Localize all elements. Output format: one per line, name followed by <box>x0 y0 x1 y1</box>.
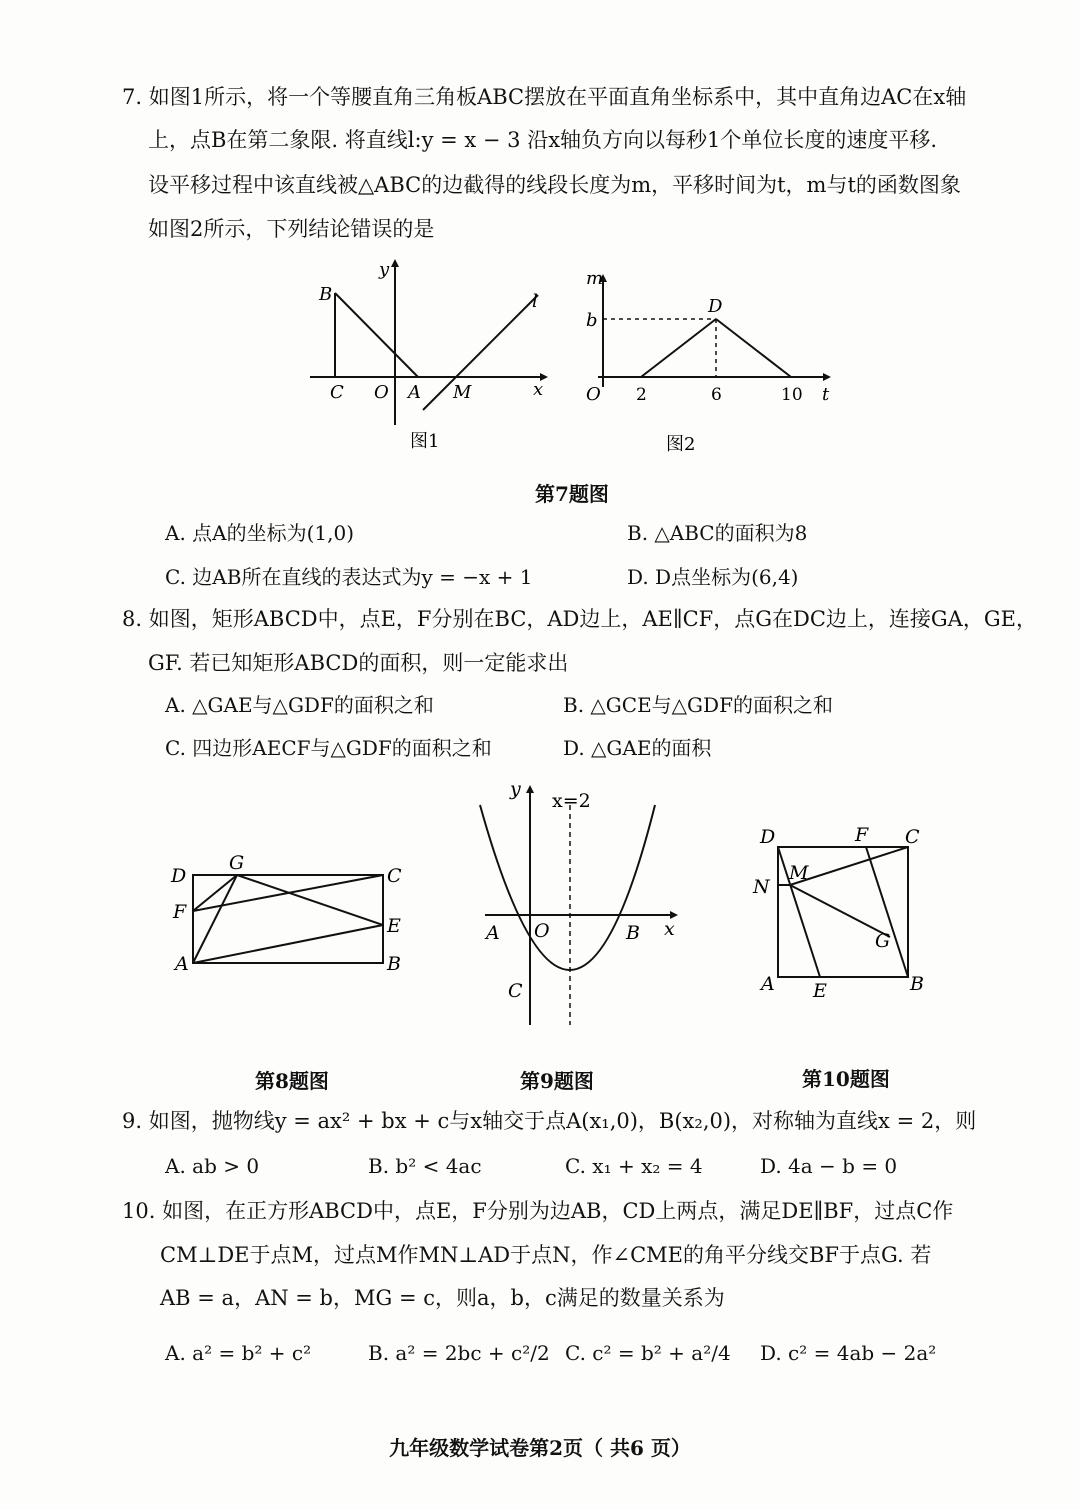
q7-option-c: C. 边AB所在直线的表达式为y = −x + 1 <box>165 565 533 589</box>
q7-line-2: 上，点B在第二象限. 将直线l:y = x − 3 沿x轴负方向以每秒1个单位长度的速度平移. <box>148 128 938 152</box>
q7-figure-caption: 第7题图 <box>535 482 609 506</box>
fig10-label-b: B <box>910 973 924 995</box>
fig8-label-c: C <box>387 865 402 887</box>
fig1-label-b: B <box>319 284 333 305</box>
fig10-segment-bf <box>866 847 908 977</box>
fig1-side-ab <box>335 293 418 377</box>
q7-option-b: B. △ABC的面积为8 <box>627 521 808 545</box>
q10-option-d: D. c² = 4ab − 2a² <box>760 1341 937 1365</box>
q9-figure <box>470 775 690 1030</box>
fig2-rise <box>641 319 716 377</box>
q8-option-c: C. 四边形AECF与△GDF的面积之和 <box>165 736 492 760</box>
fig9-label-axis: x=2 <box>552 790 591 812</box>
fig1-label-l: l <box>532 291 538 312</box>
q7-figure-2 <box>578 262 848 462</box>
fig10-label-a: A <box>761 973 775 995</box>
q9-figure-caption: 第9题图 <box>520 1069 594 1093</box>
q7-figure-1 <box>305 255 565 455</box>
q8-option-a: A. △GAE与△GDF的面积之和 <box>165 693 434 717</box>
q8-option-b: B. △GCE与△GDF的面积之和 <box>563 693 833 717</box>
fig8-label-d: D <box>171 865 187 887</box>
fig2-tick-2: 2 <box>636 385 647 405</box>
q8-figure-caption: 第8题图 <box>255 1069 329 1093</box>
fig10-label-g: G <box>875 930 891 952</box>
fig10-label-f: F <box>855 824 869 846</box>
fig1-label-x: x <box>533 379 544 400</box>
fig1-caption: 图1 <box>410 431 440 452</box>
fig8-segment-gf <box>193 875 237 911</box>
fig8-label-g: G <box>229 852 245 874</box>
fig2-label-b: b <box>586 310 598 331</box>
q10-option-a: A. a² = b² + c² <box>165 1341 312 1365</box>
fig9-label-o: O <box>534 920 550 942</box>
q8-figure <box>165 845 415 985</box>
fig8-label-e: E <box>387 915 401 937</box>
q7-option-d: D. D点坐标为(6,4) <box>627 565 799 589</box>
fig8-segment-ae <box>193 925 383 963</box>
fig8-label-f: F <box>173 901 187 923</box>
fig2-tick-10: 10 <box>781 385 803 405</box>
fig1-line-l <box>423 295 538 410</box>
q10-line-2: CM⊥DE于点M，过点M作MN⊥AD于点N，作∠CME的角平分线交BF于点G. 若 <box>160 1243 932 1267</box>
fig2-caption: 图2 <box>666 434 696 455</box>
q9-line: 9. 如图，抛物线y = ax² + bx + c与x轴交于点A(x₁,0)，B(x₂,0)，对称轴为直线x = 2，则 <box>122 1109 977 1133</box>
q8-line-1: 8. 如图，矩形ABCD中，点E，F分别在BC，AD边上，AE∥CF，点G在DC边上，连接GA，GE， <box>122 607 1037 631</box>
fig1-label-o: O <box>374 382 389 403</box>
fig1-label-a: A <box>408 382 421 403</box>
q7-line-1: 7. 如图1所示，将一个等腰直角三角板ABC摆放在平面直角坐标系中，其中直角边AC在x轴 <box>122 85 967 109</box>
fig9-label-c: C <box>508 980 523 1002</box>
fig10-label-e: E <box>813 980 827 1002</box>
fig10-label-n: N <box>753 876 770 898</box>
fig2-label-t: t <box>822 384 830 405</box>
fig9-label-x: x <box>664 918 675 940</box>
q10-line-1: 10. 如图，在正方形ABCD中，点E，F分别为边AB，CD上两点，满足DE∥BF，过点C作 <box>122 1199 954 1223</box>
fig8-label-a: A <box>175 953 189 975</box>
fig10-label-d: D <box>760 826 776 848</box>
fig8-label-b: B <box>387 953 401 975</box>
q9-option-a: A. ab > 0 <box>165 1154 260 1178</box>
fig10-label-c: C <box>905 826 920 848</box>
q9-option-d: D. 4a − b = 0 <box>760 1154 898 1178</box>
q7-line-3: 设平移过程中该直线被△ABC的边截得的线段长度为m，平移时间为t，m与t的函数图象 <box>148 173 961 197</box>
q7-option-a: A. 点A的坐标为(1,0) <box>165 521 355 545</box>
fig10-label-m: M <box>789 862 809 884</box>
fig1-label-m: M <box>453 382 472 403</box>
q10-figure <box>745 815 945 1010</box>
q7-line-4: 如图2所示，下列结论错误的是 <box>148 217 435 241</box>
fig1-label-c: C <box>330 382 344 403</box>
fig9-parabola <box>480 805 655 970</box>
fig1-y-arrow <box>391 259 399 267</box>
fig2-label-o: O <box>586 384 601 405</box>
fig1-label-y: y <box>379 259 390 280</box>
fig9-label-y: y <box>510 778 521 800</box>
q9-option-b: B. b² < 4ac <box>368 1154 482 1178</box>
fig8-segment-ge <box>237 875 383 925</box>
q10-option-b: B. a² = 2bc + c²/2 <box>368 1341 550 1365</box>
fig9-label-b: B <box>626 922 640 944</box>
q10-line-3: AB = a，AN = b，MG = c，则a，b，c满足的数量关系为 <box>160 1286 725 1310</box>
fig8-segment-fc <box>193 875 383 911</box>
q10-figure-caption: 第10题图 <box>802 1067 890 1091</box>
q10-option-c: C. c² = b² + a²/4 <box>565 1341 731 1365</box>
fig9-y-arrow <box>526 785 534 793</box>
fig2-tick-6: 6 <box>711 385 722 405</box>
fig2-t-arrow <box>823 373 831 381</box>
fig2-fall <box>716 319 791 377</box>
fig2-label-d: D <box>708 296 723 317</box>
q8-line-2: GF. 若已知矩形ABCD的面积，则一定能求出 <box>148 651 569 675</box>
q8-option-d: D. △GAE的面积 <box>563 736 712 760</box>
fig2-label-m: m <box>586 268 604 289</box>
page-footer: 九年级数学试卷第2页（ 共6 页） <box>389 1436 691 1460</box>
fig8-segment-ag <box>193 875 237 963</box>
q9-option-c: C. x₁ + x₂ = 4 <box>565 1154 703 1178</box>
fig9-label-a: A <box>486 922 500 944</box>
